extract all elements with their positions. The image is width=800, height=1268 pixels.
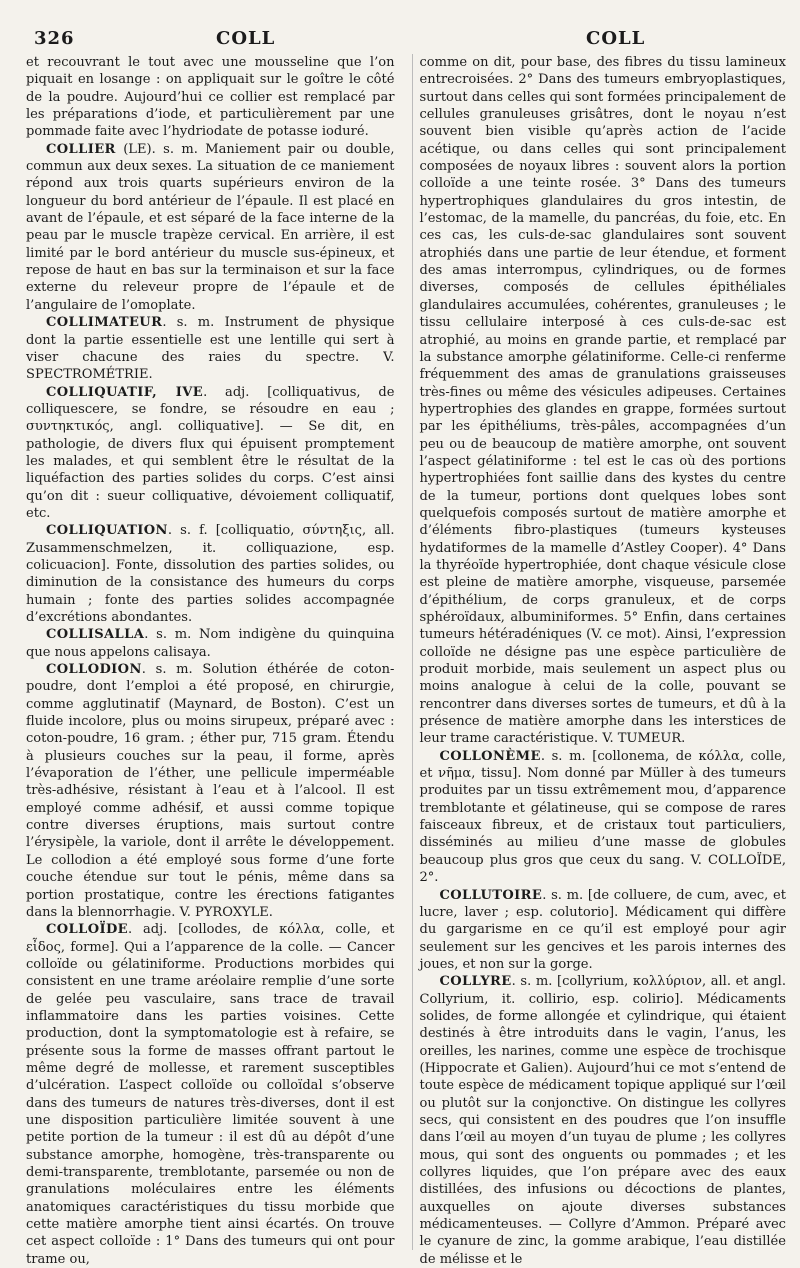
- headword: COLLISALLA: [46, 627, 145, 643]
- continuation-paragraph: et recouvrant le tout avec une mousseline que l’on piquait en losange : on appliquait sur le goître le côté de la poudre. Aujourd’hui ce collier est remplacé par les préparations d’iode, et particulièrement par une pommade faite avec l’hydriodate de potasse ioduré.: [26, 55, 395, 140]
- headword: COLLIMATEUR: [46, 315, 163, 331]
- two-column-body: [26, 54, 786, 1267]
- entry-collonema: [419, 748, 786, 887]
- left-column: [26, 54, 395, 1267]
- entry-colliquatif: [26, 384, 394, 523]
- page-number: 326: [34, 28, 75, 49]
- definition: . s. m. Solution éthérée de coton-poudre, dont l’emploi a été proposé, en chirurgie, comme agglutinatif (Maynard, de Boston). C’est un fluide incolore, plus ou moins sirupeux, préparé avec : coton-poudre, 16 gram. ; éther pur, 715 gram. Étendu à plusieurs couches sur la peau, il forme, après l’évaporation de l’éther, une pellicule imperméable très-adhésive, résistant à l’eau et à l’alcool. Il est employé comme adhésif, et aussi comme topique contre diverses éruptions, mais surtout contre l’érysipèle, la variole, dont il arrête le développement. Le collodion a été employé sous forme d’une forte couche étendue sur tout le pénis, même dans sa portion prostatique, contre les érections fatigantes dans la blennorrhagie. V. PYROXYLE.: [26, 662, 395, 920]
- entry-colloide: [26, 921, 394, 1268]
- definition: . s. f. [colliquatio, σύντηξις, all. Zusammenschmelzen, it. colliquazione, esp. colicuacion]. Fonte, dissolution des parties solides, ou diminution de la consistance des humeurs du corps humain ; fonte des parties solides accompagnée d’excrétions abondantes.: [26, 523, 395, 625]
- running-head-right: COLL: [586, 28, 646, 49]
- definition: . s. m. [collyrium, κολλύριον, all. et angl. Collyrium, it. collirio, esp. colirio]. Médicaments solides, de forme allongée et cylindrique, qui étaient destinés à être introduits dans le vagin, l’anus, les oreilles, les narines, comme une espèce de trochisque (Hippocrate et Galien). Aujourd’hui ce mot s’entend de toute espèce de médicament topique appliqué sur l’œil ou plutôt sur la conjonctive. On distingue les collyres secs, qui consistent en des poudres que l’on insuffle dans l’œil au moyen d’un tuyau de plume ; les collyres mous, qui sont des onguents ou pommades ; et les collyres liquides, que l’on prépare avec des eaux distillées, des infusions ou décoctions de plantes, auxquelles on ajoute diverses substances médicamenteuses. — Collyre d’Ammon. Préparé avec le cyanure de zinc, la gomme arabique, l’eau distillée de mélisse et le: [419, 974, 786, 1267]
- entry-colliquation: [26, 522, 394, 626]
- right-column: [412, 54, 786, 1267]
- entry-collier: [26, 141, 394, 314]
- definition: . s. m. [collonema, de κόλλα, colle, et νῆμα, tissu]. Nom donné par Müller à des tumeurs produites par un tissu extrêmement mou, d’apparence tremblotante et gélatineuse, qui se compose de rares faisceaux fibreux, et de cristaux tout particuliers, disséminés au milieu d’une masse de globules beaucoup plus gros que ceux du sang. V. COLLOÏDE, 2°.: [419, 748, 786, 886]
- headword: COLLYRE: [439, 974, 512, 990]
- headword: COLLUTOIRE: [439, 887, 543, 903]
- headword: COLLIQUATIF, IVE: [46, 384, 204, 400]
- headword: COLLONÈME: [439, 748, 541, 764]
- entry-collutoire: [419, 887, 786, 974]
- headword: COLLODION: [46, 662, 142, 678]
- headword: COLLIQUATION: [46, 523, 168, 539]
- page-header: [26, 24, 786, 54]
- entry-collisalla: [26, 626, 394, 661]
- continuation-paragraph: comme on dit, pour base, des fibres du tissu lamineux entrecroisées. 2° Dans des tumeurs embryoplastiques, surtout dans celles qui sont formées principalement de cellules granuleuses grisâtres, dont le noyau n’est souvent bien visible qu’après action de l’acide acétique, ou dans celles qui sont principalement composées de noyaux libres : souvent alors la portion colloïde a une teinte rosée. 3° Dans des tumeurs hypertrophiques glandulaires du gros intestin, de l’estomac, de la mamelle, du pancréas, du foie, etc. En ces cas, les culs-de-sac glandulaires sont souvent atrophiés dans une partie de leur étendue, et forment des amas interrompus, cylindriques, ou de formes diverses, composés de cellules épithéliales glandulaires accumulées, cohérentes, granuleuses ; le tissu cellulaire interposé à ces culs-de-sac est atrophié, au moins en grande partie, et remplacé par la substance amorphe gélatiniforme. Celle-ci renferme fréquemment des amas de granulations graisseuses très-fines ou même des vésicules adipeuses. Certaines hypertrophies des glandes en grappe, formées surtout par les épithéliums, très-pâles, accompagnées d’un peu ou de beaucoup de matière amorphe, ont souvent l’aspect gélatiniforme : tel est le cas où des portions hypertrophiées font saillie dans des kystes du centre de la tumeur, portions dont quelques lobes sont quelquefois composés surtout de matière amorphe et d’éléments fibro-plastiques (tumeurs kysteuses hydatiformes de la mamelle d’Astley Cooper). 4° Dans la thyréoïde hypertrophiée, dont chaque vésicule close est pleine de matière amorphe, visqueuse, parsemée d’épithélium, de corps granuleux, et de corps sphéroïdaux, albuminiformes. 5° Enfin, dans certaines tumeurs hétéradéniques (V. ce mot). Ainsi, l’expression colloïde ne désigne pas une espèce particulière de produit morbide, mais seulement un aspect plus ou moins analogue à celui de la colle, pouvant se rencontrer dans diverses sortes de tumeurs, et dû à la présence de matière amorphe dans les interstices de leur trame caractéristique. V. TUMEUR.: [419, 55, 786, 747]
- definition: . s. m. [de colluere, de cum, avec, et lucre, laver ; esp. colutorio]. Médicament qui diffère du gargarisme en ce qu’il est employé pour agir seulement sur les gencives et les parois internes des joues, et non sur la gorge.: [419, 887, 786, 972]
- headword: COLLIER: [46, 141, 116, 157]
- entry-collodion: [26, 661, 394, 921]
- entry-collyre: [419, 973, 786, 1268]
- entry-collimateur: [26, 314, 394, 383]
- definition: . adj. [collodes, de κόλλα, colle, et εἶδος, forme]. Qui a l’apparence de la colle. — Cancer colloïde ou gélatiniforme. Productions morbides qui consistent en une trame aréolaire remplie d’une sorte de gelée peu vasculaire, sans trace de travail inflammatoire dans les parties voisines. Cette production, dont la symptomatologie est à refaire, se présente sous la forme de masses offrant partout le même degré de mollesse, et rarement susceptibles d’ulcération. L’aspect colloïde ou colloïdal s’observe dans des tumeurs de natures très-diverses, dont il est une disposition particulière limitée souvent à une petite portion de la tumeur : il est dû au dépôt d’une substance amorphe, homogène, très-transparente ou demi-transparente, tremblotante, parsemée ou non de granulations moléculaires entre les éléments anatomiques caractéristiques du tissu morbide que cette matière amorphe tient ainsi écartés. On trouve cet aspect colloïde : 1° Dans des tumeurs qui ont pour trame ou,: [26, 922, 395, 1267]
- definition: . s. m. Instrument de physique dont la partie essentielle est une lentille qui sert à viser chacune des raies du spectre. V. SPECTROMÉTRIE.: [26, 315, 395, 383]
- definition: . adj. [colliquativus, de colliquescere, se fondre, se résoudre en eau ; συντηκτικός, angl. colliquative]. — Se dit, en pathologie, de divers flux qui épuisent promptement les malades, et qui semblent être le résultat de la liquéfaction des parties solides du corps. C’est ainsi qu’on dit : sueur colliquative, dévoiement colliquatif, etc.: [26, 384, 395, 521]
- definition: . s. m. Nom indigène du quinquina que nous appelons calisaya.: [26, 627, 395, 660]
- running-head-left: COLL: [216, 28, 276, 49]
- headword: COLLOÏDE: [46, 922, 129, 938]
- definition: (LE). s. m. Maniement pair ou double, commun aux deux sexes. La situation de ce maniement répond aux trois quarts supérieurs environ de la longueur du bord antérieur de l’épaule. Il est placé en avant de l’épaule, et est séparé de la face interne de la peau par le muscle trapèze cervical. En arrière, il est limité par le bord antérieur du muscle sus-épineux, et repose de haut en bas sur la terminaison et sur la face externe du releveur propre de l’épaule et de l’angulaire de l’omoplate.: [26, 141, 395, 313]
